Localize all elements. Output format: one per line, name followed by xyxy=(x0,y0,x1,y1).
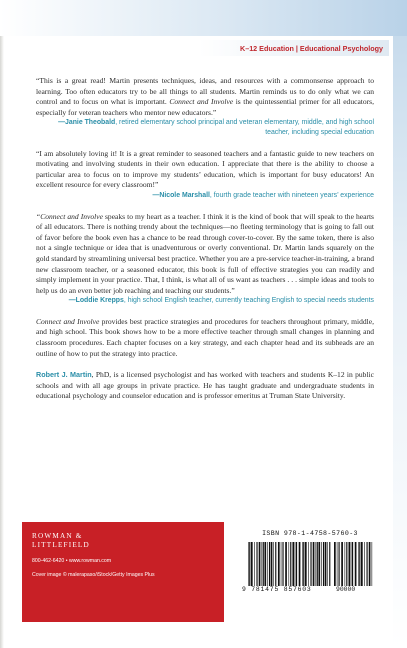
category-text: K–12 Education | Educational Psychology xyxy=(240,43,383,53)
barcode-bar xyxy=(299,542,301,586)
barcode-bar xyxy=(359,542,360,586)
barcode-digits: 9 781475 857603 xyxy=(242,586,312,593)
description-text: provides best practice strategies and procedures for teachers throughout primary, middle, and high school. This book shows how to be a more effective teacher through small changes in planning and classroom procedures. Each chapter focuses on a key strategy, and each chapter head and its subheads are an outline of how to put the strategy into practice. xyxy=(36,316,374,358)
barcode-bar xyxy=(329,542,330,586)
publisher-logo-line1: ROWMAN & xyxy=(32,532,83,540)
author-bio xyxy=(36,370,374,402)
barcode-bar xyxy=(302,542,303,586)
barcode-bar xyxy=(281,542,282,586)
publisher-contact: 800-462-6420 • www.rowman.com xyxy=(32,558,112,564)
book-description xyxy=(36,317,374,359)
barcode-bar xyxy=(269,542,270,586)
barcode-bar xyxy=(323,542,324,586)
barcode-bar xyxy=(248,542,249,586)
barcode-bar xyxy=(337,542,338,586)
endorser-title: , high school English teacher, currently teaching English to special needs students xyxy=(123,297,374,305)
barcode-bar xyxy=(355,542,357,586)
barcode-bar xyxy=(303,542,304,586)
publisher-logo-line2: LITTLEFIELD xyxy=(32,541,90,549)
author-name: Robert J. Martin xyxy=(36,370,92,380)
quote-text-tail: is the quintessential primer for all educators, especially for veteran teachers who mentor new educators.” xyxy=(36,97,375,117)
barcode-bar xyxy=(290,542,291,586)
book-title-italic: “Connect and Involve xyxy=(36,211,103,221)
right-edge-gradient xyxy=(393,36,407,648)
barcode-bar xyxy=(317,542,318,586)
barcode-bar xyxy=(364,542,365,586)
barcode-bar xyxy=(351,542,352,586)
barcode-bar xyxy=(341,542,343,586)
category-label xyxy=(199,40,389,56)
barcode-bar xyxy=(289,542,290,586)
barcode-bar xyxy=(316,542,317,586)
barcode-bar xyxy=(267,542,268,586)
barcode-bar xyxy=(278,542,280,586)
barcode-bar xyxy=(358,542,359,586)
addon-barcode xyxy=(334,542,374,586)
book-title-italic: Connect and Involve xyxy=(169,97,234,107)
barcode-bar xyxy=(334,542,336,586)
barcode-bar xyxy=(327,542,328,586)
barcode-bar xyxy=(352,542,353,586)
barcode-bar xyxy=(295,542,296,586)
barcode-bar xyxy=(345,542,346,586)
barcode-bar xyxy=(369,542,371,586)
barcode-bar xyxy=(349,542,351,586)
barcode-bar xyxy=(262,542,263,586)
endorsement-quote: “I am absolutely loving it! It is a great reminder to seasoned teachers and a fantastic guide to new teachers on motivating and involving students in their own education. I appreciate that there is the ability to choose a particular area to focus on to improve my students’ education, which is important for busy educators! An excellent resource for every classroom!” xyxy=(36,148,374,190)
barcode-bar xyxy=(273,542,274,586)
endorser-name: —Janie Theobald xyxy=(58,119,116,127)
publisher-logo xyxy=(32,532,90,550)
barcode-bar xyxy=(292,542,294,586)
endorser-title: , retired elementary school principal and veteran elementary, middle, and high school teacher, including special education xyxy=(115,119,374,136)
barcode-bar xyxy=(285,542,287,586)
endorser-name: —Loddie Krepps xyxy=(68,297,124,305)
barcode-bar xyxy=(282,542,283,586)
endorsement-quote xyxy=(36,76,374,118)
cover-image-credit: Cover image © malerapaso/iStock/Getty Images Plus xyxy=(32,572,155,578)
barcode-bar xyxy=(313,542,315,586)
endorser-title: , fourth grade teacher with nineteen years’ experience xyxy=(209,191,374,199)
barcode-bar xyxy=(249,542,250,586)
barcode-bar xyxy=(264,542,266,586)
endorsement-quote xyxy=(36,212,374,297)
barcode-bar xyxy=(361,542,363,586)
publisher-panel xyxy=(22,522,224,622)
barcode-bar xyxy=(254,542,255,586)
ean-barcode xyxy=(248,542,332,586)
barcode-bar xyxy=(296,542,297,586)
barcode-bar xyxy=(308,542,309,586)
barcode-bar xyxy=(372,542,373,586)
cover-text-content xyxy=(36,76,374,413)
book-title-italic: Connect and Involve xyxy=(36,316,100,326)
endorsement-attribution xyxy=(36,191,374,201)
endorser-name: —Nicole Marshall xyxy=(152,191,210,199)
barcode-bar xyxy=(259,542,261,586)
barcode-bar xyxy=(305,542,307,586)
barcode-bar xyxy=(310,542,311,586)
barcode-bar xyxy=(325,542,327,586)
barcode-bar xyxy=(318,542,320,586)
barcode-bar xyxy=(321,542,322,586)
barcode-bar xyxy=(263,542,264,586)
spine-shadow xyxy=(0,0,4,648)
barcode-bar xyxy=(275,542,276,586)
endorsement-1 xyxy=(36,76,374,138)
addon-digits: 90000 xyxy=(336,586,356,593)
isbn-label: ISBN 978-1-4758-5760-3 xyxy=(262,530,358,537)
endorsement-attribution xyxy=(36,296,374,306)
endorsement-3 xyxy=(36,212,374,306)
endorsement-attribution xyxy=(36,118,374,137)
barcode-bar xyxy=(271,542,273,586)
barcode-bar xyxy=(339,542,340,586)
barcode-bar xyxy=(367,542,368,586)
author-bio-text: , PhD, is a licensed psychologist and has worked with teachers and students K–12 in public schools and with all age groups in private practice. He has taught graduate and undergraduate students in educational psychology and counselor education and is professor emeritus at Truman State University. xyxy=(36,370,375,401)
barcode-panel xyxy=(228,522,378,622)
endorsement-2 xyxy=(36,149,374,201)
barcode-bar xyxy=(346,542,347,586)
barcode-bar xyxy=(256,542,257,586)
quote-text: speaks to my heart as a teacher. I think it is the kind of book that will speak to the hearts of all educators. There is nothing trendy about the techniques—no fleeting terminology that is going to fall out of favor before the book even has a chance to be read through cover-to-cover. By the same token, there is also not a single technique or idea that is unadventurous or overly conventional. Dr. Martin lands squarely on the gold standard by streamlining universal best practice. Whether you are a pre-service teacher-in-training, a brand new classroom teacher, or a seasoned educator, this book is full of effective strategies you can readily and simply implement in your practice. That, I think, is what all of us want as teachers . . . simple ideas and tools to help us do an even better job reaching and teaching our students.” xyxy=(36,211,374,295)
quote-text: “This is a great read! Martin presents techniques, ideas, and resources with a commonsense approach to learning. Too often educators try to be all things to all students. Martin reminds us to do only what we can control and to focus on what is important. xyxy=(36,76,374,107)
top-gradient-band xyxy=(0,0,407,36)
barcode-bar xyxy=(251,542,253,586)
